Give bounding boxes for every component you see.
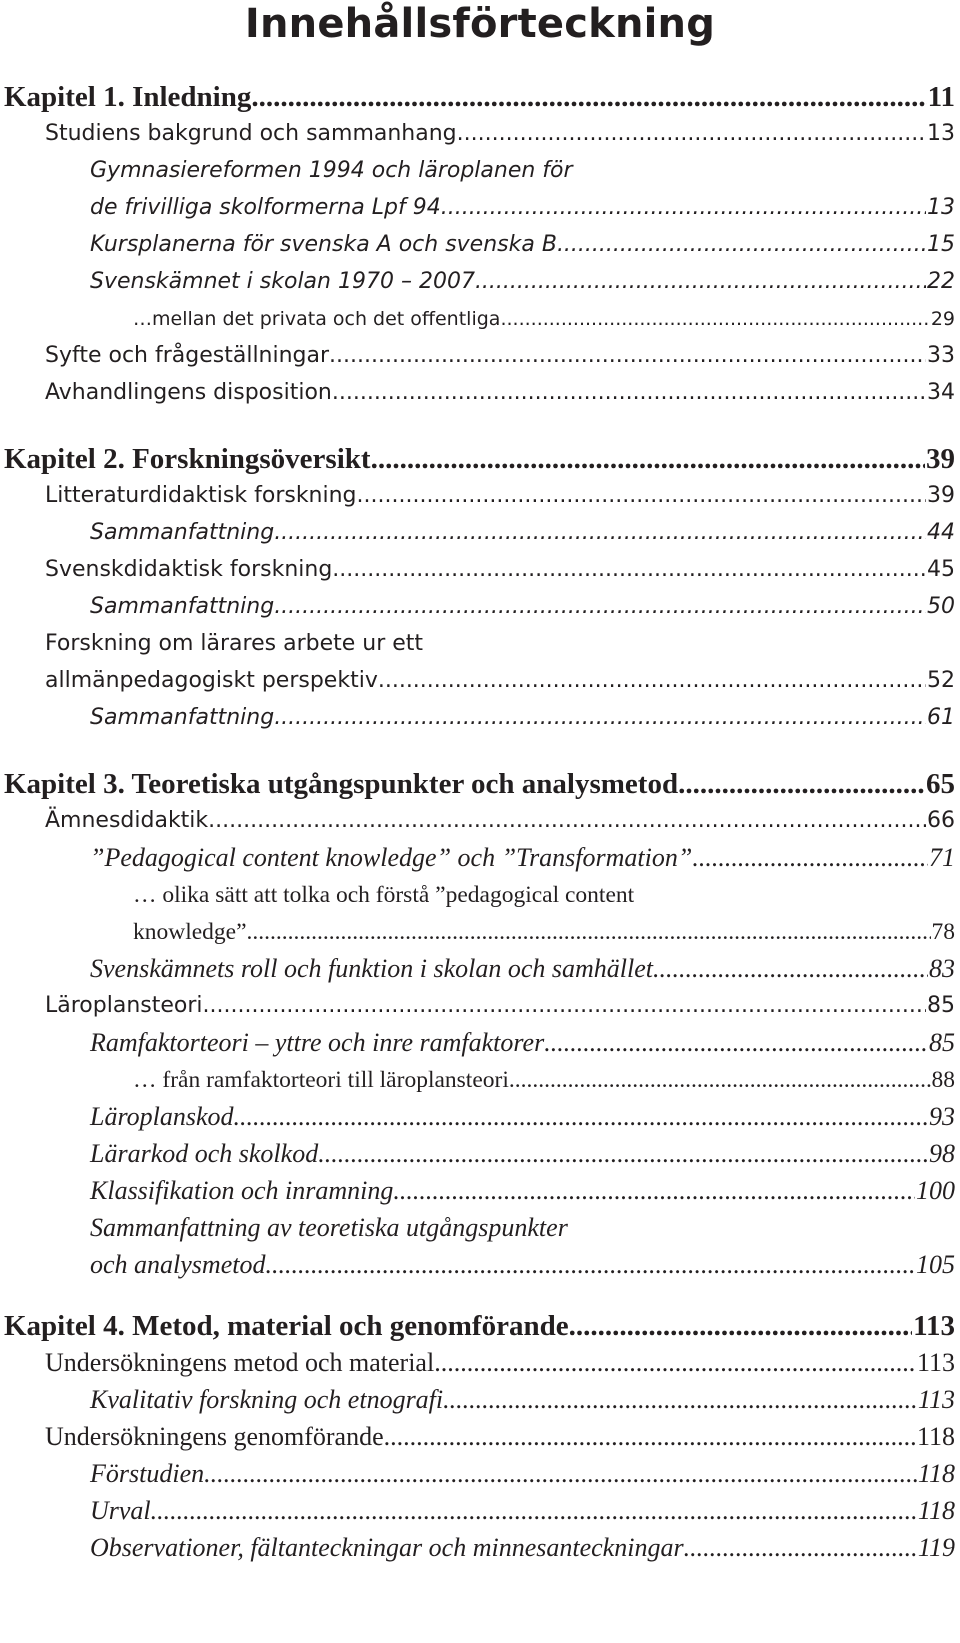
- dot-leader: [569, 1309, 913, 1343]
- toc-entry[interactable]: [90, 590, 955, 624]
- toc-entry-page: 105: [916, 1250, 955, 1279]
- dot-leader: [234, 1100, 929, 1134]
- toc-entry-page: 119: [917, 1533, 955, 1562]
- toc-entry-page: 33: [927, 343, 955, 368]
- toc-entry[interactable]: [45, 117, 955, 151]
- toc-entry-title: Kapitel 3. Teoretiska utgångspunkter och analysmetod: [4, 768, 679, 800]
- toc-entry[interactable]: [90, 1211, 955, 1245]
- toc-entry[interactable]: [90, 1100, 955, 1134]
- toc-entry[interactable]: [90, 1026, 955, 1060]
- toc-chapter-1[interactable]: [4, 80, 955, 114]
- toc-entry[interactable]: [45, 804, 955, 838]
- toc-entry-title: Kvalitativ forskning och etnografi: [90, 1385, 444, 1414]
- toc-entry[interactable]: [90, 1248, 955, 1282]
- toc-entry-title: Litteraturdidaktisk forskning: [45, 483, 357, 508]
- toc-chapter-2[interactable]: [4, 442, 955, 476]
- dot-leader: [371, 442, 925, 476]
- toc-entry-title: Kapitel 2. Forskningsöversikt: [4, 443, 371, 475]
- dot-leader: [678, 767, 925, 801]
- toc-entry-page: 52: [927, 668, 955, 693]
- toc-entry[interactable]: [90, 841, 955, 875]
- toc-entry-page: 85: [929, 1028, 955, 1057]
- toc-entry-page: 13: [927, 195, 955, 220]
- dot-leader: [329, 339, 926, 373]
- toc-entry[interactable]: [90, 228, 955, 262]
- toc-entry-title: Lärarkod och skolkod: [90, 1139, 319, 1168]
- toc-entry-title: och analysmetod: [90, 1250, 266, 1279]
- toc-entry[interactable]: [90, 701, 955, 735]
- toc-entry[interactable]: [45, 1346, 955, 1380]
- toc-entry[interactable]: [90, 1494, 955, 1528]
- toc-entry[interactable]: [90, 516, 955, 550]
- dot-leader: [274, 590, 926, 624]
- dot-leader: [265, 1248, 915, 1282]
- toc-entry-title: Sammanfattning: [90, 520, 275, 545]
- toc-entry[interactable]: [133, 878, 955, 912]
- toc-entry-page: 29: [930, 308, 955, 330]
- toc-entry-page: 11: [927, 81, 955, 113]
- toc-entry[interactable]: [133, 915, 955, 949]
- toc-entry-title: Ramfaktorteori – yttre och inre ramfaktorer: [90, 1028, 545, 1057]
- toc-entry-title: … från ramfaktorteori till läroplansteori: [133, 1067, 509, 1093]
- toc-entry-title: … olika sätt att tolka och förstå ”pedagogical content: [133, 882, 635, 908]
- toc-entry-title: Urval: [90, 1496, 151, 1525]
- toc-entry-page: 78: [931, 919, 955, 945]
- toc-entry-page: 34: [927, 380, 955, 405]
- dot-leader: [557, 228, 926, 262]
- toc-entry-title: Kapitel 4. Metod, material och genomförande: [4, 1310, 569, 1342]
- toc-entry-title: Sammanfattning av teoretiska utgångspunkter: [90, 1213, 568, 1242]
- toc-entry[interactable]: [133, 302, 955, 336]
- toc-entry[interactable]: [45, 339, 955, 373]
- toc-entry-page: 113: [913, 1310, 955, 1342]
- toc-entry[interactable]: [45, 1420, 955, 1454]
- dot-leader: [500, 302, 929, 336]
- toc-chapter-4[interactable]: [4, 1309, 955, 1343]
- toc-entry-page: 13: [927, 121, 955, 146]
- toc-entry-title: Gymnasiereformen 1994 och läroplanen för: [90, 158, 573, 183]
- toc-entry-title: knowledge”: [133, 919, 247, 945]
- dot-leader: [475, 265, 926, 299]
- toc-entry-title: ”Pedagogical content knowledge” och ”Transformation”: [90, 843, 693, 872]
- toc-entry-page: 83: [929, 954, 955, 983]
- dot-leader: [203, 989, 926, 1023]
- toc-entry-title: de frivilliga skolformerna Lpf 94: [90, 195, 441, 220]
- toc-entry-title: Ämnesdidaktik: [45, 808, 209, 833]
- toc-entry-page: 50: [927, 594, 955, 619]
- toc-entry-page: 118: [917, 1496, 955, 1525]
- toc-entry-page: 45: [927, 557, 955, 582]
- dot-leader: [384, 1420, 916, 1454]
- toc-entry-page: 44: [927, 520, 955, 545]
- toc-entry[interactable]: [45, 627, 955, 661]
- toc-entry-title: Läroplansteori: [45, 993, 203, 1018]
- dot-leader: [204, 1457, 917, 1491]
- dot-leader: [151, 1494, 917, 1528]
- toc-entry-title: Kapitel 1. Inledning: [4, 81, 252, 113]
- dot-leader: [443, 1383, 917, 1417]
- toc-entry-title: Kursplanerna för svenska A och svenska B: [90, 232, 557, 257]
- toc-entry[interactable]: [90, 952, 955, 986]
- dot-leader: [441, 191, 926, 225]
- dot-leader: [332, 376, 926, 410]
- toc-entry-page: 93: [929, 1102, 955, 1131]
- toc-entry[interactable]: [133, 1063, 955, 1097]
- dot-leader: [544, 1026, 928, 1060]
- toc-entry[interactable]: [45, 989, 955, 1023]
- toc-entry-page: 65: [926, 768, 955, 800]
- dot-leader: [378, 664, 926, 698]
- dot-leader: [434, 1346, 916, 1380]
- toc-entry-title: Studiens bakgrund och sammanhang: [45, 121, 457, 146]
- toc-entry-title: Svenskämnet i skolan 1970 – 2007: [90, 269, 475, 294]
- dot-leader: [318, 1137, 928, 1171]
- dot-leader: [692, 841, 928, 875]
- toc-entry-title: Förstudien: [90, 1459, 205, 1488]
- dot-leader: [457, 117, 926, 151]
- toc-entry-page: 85: [927, 993, 955, 1018]
- toc-chapter-3[interactable]: [4, 767, 955, 801]
- dot-leader: [251, 80, 926, 114]
- toc-entry-title: Forskning om lärares arbete ur ett: [45, 631, 424, 656]
- toc-entry-page: 61: [927, 705, 955, 730]
- toc-entry-title: Observationer, fältanteckningar och minnesanteckningar: [90, 1533, 684, 1562]
- toc-entry-title: Svenskämnets roll och funktion i skolan och samhället: [90, 954, 653, 983]
- toc-entry-page: 39: [926, 443, 955, 475]
- toc-entry-page: 88: [931, 1067, 955, 1093]
- dot-leader: [208, 804, 926, 838]
- toc-entry[interactable]: [90, 1137, 955, 1171]
- page-title: Innehållsförteckning: [244, 1, 716, 47]
- dot-leader: [357, 479, 926, 513]
- dot-leader: [653, 952, 928, 986]
- dot-leader: [274, 516, 926, 550]
- toc-entry-page: 118: [916, 1422, 955, 1451]
- toc-entry[interactable]: [90, 191, 955, 225]
- toc-entry[interactable]: [45, 479, 955, 513]
- toc-entry[interactable]: [45, 664, 955, 698]
- toc-entry[interactable]: [90, 1174, 955, 1208]
- dot-leader: [332, 553, 926, 587]
- toc-entry[interactable]: [90, 1383, 955, 1417]
- dot-leader: [274, 701, 926, 735]
- toc-entry-page: 15: [927, 232, 955, 257]
- toc-entry-title: Klassifikation och inramning: [90, 1176, 394, 1205]
- toc-entry-title: allmänpedagogiskt perspektiv: [45, 668, 378, 693]
- toc-entry-page: 118: [917, 1459, 955, 1488]
- dot-leader: [684, 1531, 917, 1565]
- toc-entry-title: Sammanfattning: [90, 705, 275, 730]
- toc-entry-page: 66: [927, 808, 955, 833]
- dot-leader: [393, 1174, 915, 1208]
- toc-entry-page: 113: [917, 1385, 955, 1414]
- toc-entry[interactable]: [45, 553, 955, 587]
- toc-entry-title: …mellan det privata och det offentliga: [133, 308, 501, 330]
- toc-entry-title: Undersökningens genomförande: [45, 1422, 384, 1451]
- toc-entry[interactable]: [90, 265, 955, 299]
- toc-entry[interactable]: [90, 1531, 955, 1565]
- toc-entry-title: Avhandlingens disposition: [45, 380, 332, 405]
- toc-entry-title: Svenskdidaktisk forskning: [45, 557, 333, 582]
- toc-entry-title: Syfte och frågeställningar: [45, 343, 330, 368]
- toc-entry-page: 22: [927, 269, 955, 294]
- toc-entry-page: 113: [916, 1348, 955, 1377]
- toc-entry-page: 39: [927, 483, 955, 508]
- toc-entry-title: Undersökningens metod och material: [45, 1348, 435, 1377]
- toc-entry-page: 71: [929, 843, 955, 872]
- toc-entry[interactable]: [90, 154, 955, 188]
- toc-entry[interactable]: [90, 1457, 955, 1491]
- toc-entry-page: 100: [916, 1176, 955, 1205]
- toc-entry-title: Läroplanskod: [90, 1102, 234, 1131]
- dot-leader: [509, 1063, 931, 1097]
- toc-entry-page: 98: [929, 1139, 955, 1168]
- dot-leader: [247, 915, 931, 949]
- toc-entry-title: Sammanfattning: [90, 594, 275, 619]
- toc-entry[interactable]: [45, 376, 955, 410]
